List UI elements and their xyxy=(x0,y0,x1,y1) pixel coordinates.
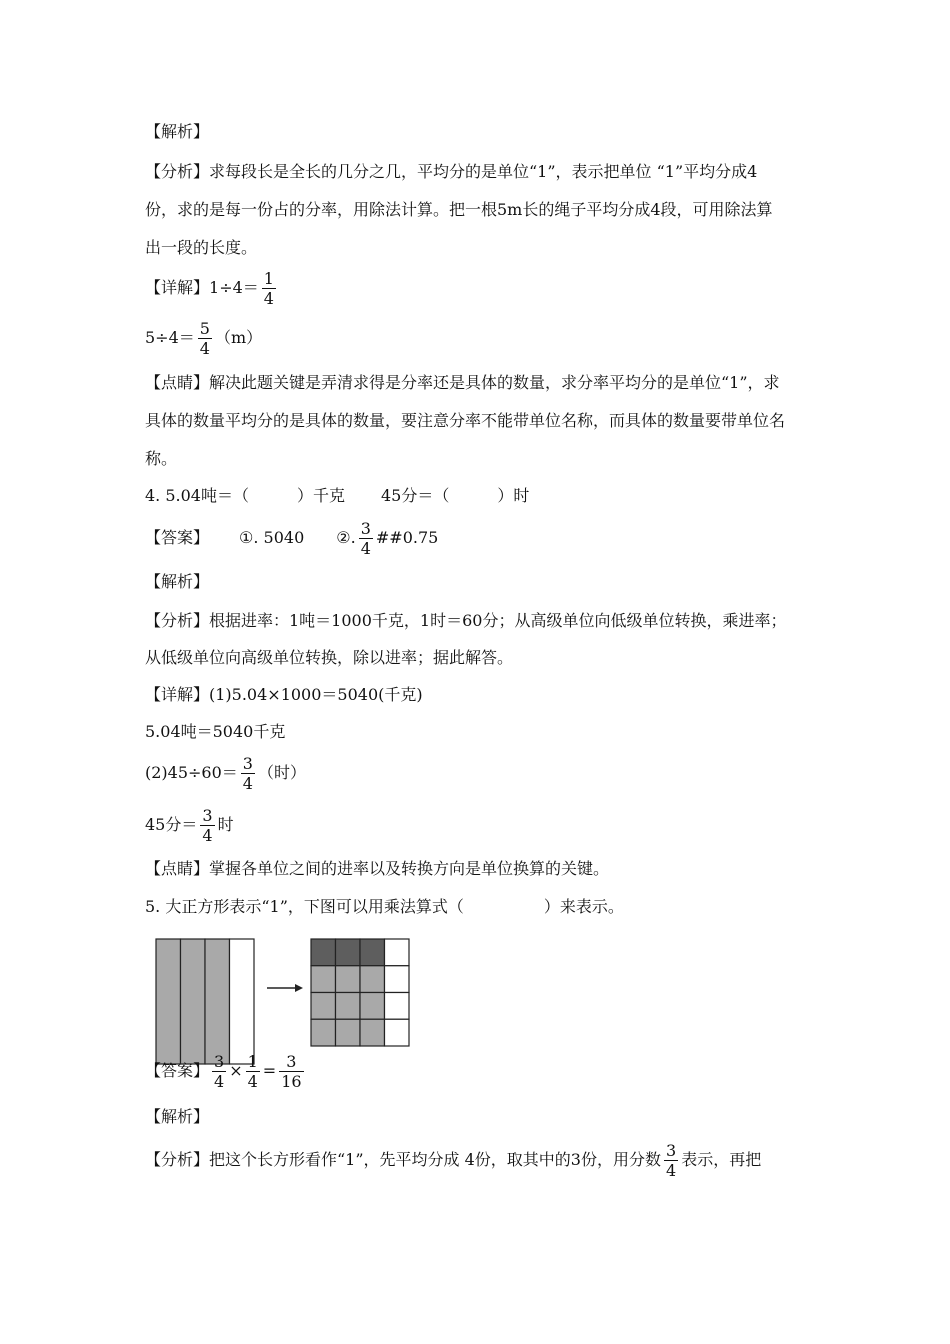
q4-answer-2-suffix: ##0.75 xyxy=(375,528,439,547)
grid-cell-r3-c4 xyxy=(385,993,410,1020)
left-column-1 xyxy=(156,939,181,1064)
right-grid-cells xyxy=(311,939,409,1046)
left-column-4 xyxy=(230,939,255,1064)
q3-jiexi: 【解析】 xyxy=(145,122,210,141)
fraction-numerator: 1 xyxy=(247,1052,258,1071)
q3-eq2-unit: （m） xyxy=(214,328,263,347)
q5-fenxi-right: 表示，再把 xyxy=(681,1150,762,1169)
q5-answer xyxy=(145,1049,307,1093)
fraction-3-4 xyxy=(664,1141,678,1180)
q3-eq2 xyxy=(145,318,262,358)
fraction-1-4 xyxy=(246,1052,260,1091)
q4-question xyxy=(145,486,529,506)
equals-sign: = xyxy=(262,1061,277,1080)
q4-answer-1: ①. 5040 xyxy=(239,528,305,547)
q3-xiangjie-label: 【详解】 xyxy=(145,278,210,297)
grid-cell-r2-c4 xyxy=(385,966,410,993)
left-column-3 xyxy=(205,939,230,1064)
q3-dianjing-line2: 具体的数量平均分的是具体的数量，要注意分率不能带单位名称，而具体的数量要带单位名 xyxy=(145,411,786,430)
fraction-3-4 xyxy=(212,1052,226,1091)
times-sign: × xyxy=(229,1061,243,1080)
q3-xiangjie-eq1 xyxy=(145,268,279,308)
q3-dianjing-line3: 称。 xyxy=(145,449,178,468)
fraction-numerator: 3 xyxy=(360,519,371,538)
q4-xiangjie-line1: 【详解】(1)5.04×1000＝5040(千克) xyxy=(145,685,423,704)
grid-cell-r3-c2 xyxy=(336,993,361,1020)
fraction-denominator: 4 xyxy=(360,539,371,558)
q4-fenxi-line1: 【分析】根据进率：1吨＝1000千克，1时＝60分；从高级单位向低级单位转换，乘进率； xyxy=(145,611,787,630)
grid-cell-r1-c3 xyxy=(360,939,385,966)
fraction-denominator: 4 xyxy=(202,826,213,845)
fraction-numerator: 3 xyxy=(286,1052,297,1071)
q4-xiangjie-line2: 5.04吨＝5040千克 xyxy=(145,722,286,741)
q5-jiexi: 【解析】 xyxy=(145,1107,210,1126)
grid-cell-r3-c3 xyxy=(360,993,385,1020)
fraction-5-4 xyxy=(198,319,212,358)
q4-xiangjie-3-left: (2)45÷60＝ xyxy=(145,763,238,782)
q4-dianjing: 【点睛】掌握各单位之间的进率以及转换方向是单位换算的关键。 xyxy=(145,859,610,878)
q4-question-a: 4. 5.04吨＝（ ）千克 xyxy=(145,486,345,505)
fraction-numerator: 3 xyxy=(214,1052,225,1071)
q4-xiangjie-line3 xyxy=(145,753,306,793)
fraction-denominator: 4 xyxy=(263,289,274,308)
fraction-denominator: 4 xyxy=(199,339,210,358)
fraction-numerator: 3 xyxy=(202,806,213,825)
q3-eq1-left: 1÷4＝ xyxy=(209,278,259,297)
fraction-3-4 xyxy=(200,806,214,845)
fraction-numerator: 3 xyxy=(666,1141,677,1160)
q3-fenxi-line1: 【分析】求每段长是全长的几分之几，平均分的是单位“1”，表示把单位 “1”平均分成4 xyxy=(145,162,758,181)
grid-cell-r3-c1 xyxy=(311,993,336,1020)
q3-fenxi-line3: 出一段的长度。 xyxy=(145,238,258,257)
grid-cell-r4-c4 xyxy=(385,1019,410,1046)
grid-cell-r2-c3 xyxy=(360,966,385,993)
q5-fenxi xyxy=(145,1138,761,1182)
q4-question-b: 45分＝（ ）时 xyxy=(380,486,530,505)
arrow-icon xyxy=(267,984,303,992)
q4-xiangjie-4-left: 45分＝ xyxy=(145,815,198,834)
fraction-numerator: 5 xyxy=(199,319,210,338)
q4-xiangjie-4-unit: 时 xyxy=(217,815,234,834)
fraction-denominator: 4 xyxy=(247,1072,258,1091)
grid-cell-r1-c1 xyxy=(311,939,336,966)
q4-answer-2-prefix: ②. xyxy=(336,528,356,547)
fraction-numerator: 1 xyxy=(263,269,274,288)
q5-answer-label: 【答案】 xyxy=(145,1061,210,1080)
left-column-2 xyxy=(181,939,206,1064)
grid-cell-r4-c2 xyxy=(336,1019,361,1046)
q3-fenxi-line2: 份，求的是每一份占的分率，用除法计算。把一根5m长的绳子平均分成4段，可用除法算 xyxy=(145,200,773,219)
q5-question: 5. 大正方形表示“1”，下图可以用乘法算式（ ）来表示。 xyxy=(145,897,624,916)
fraction-1-4 xyxy=(262,269,276,308)
q4-xiangjie-3-unit: （时） xyxy=(257,763,306,782)
fraction-3-4 xyxy=(241,754,255,793)
grid-cell-r4-c3 xyxy=(360,1019,385,1046)
q4-jiexi: 【解析】 xyxy=(145,572,210,591)
fraction-denominator: 4 xyxy=(242,774,253,793)
q4-answer xyxy=(145,518,438,558)
fraction-numerator: 3 xyxy=(242,754,253,773)
grid-cell-r2-c2 xyxy=(336,966,361,993)
grid-cell-r2-c1 xyxy=(311,966,336,993)
fraction-denominator: 16 xyxy=(281,1072,302,1091)
fraction-3-16 xyxy=(279,1052,303,1091)
q4-answer-label: 【答案】 xyxy=(145,528,210,547)
q4-xiangjie-line4 xyxy=(145,805,234,845)
fraction-denominator: 4 xyxy=(666,1161,677,1180)
fraction-denominator: 4 xyxy=(214,1072,225,1091)
grid-cell-r1-c4 xyxy=(385,939,410,966)
grid-cell-r4-c1 xyxy=(311,1019,336,1046)
q5-fenxi-left: 【分析】把这个长方形看作“1”，先平均分成 4份，取其中的3份，用分数 xyxy=(145,1150,661,1169)
grid-cell-r1-c2 xyxy=(336,939,361,966)
fraction-3-4 xyxy=(359,519,373,558)
q3-eq2-left: 5÷4＝ xyxy=(145,328,195,347)
q4-fenxi-line2: 从低级单位向高级单位转换，除以进率；据此解答。 xyxy=(145,648,514,667)
q3-dianjing-line1: 【点睛】解决此题关键是弄清求得是分率还是具体的数量，求分率平均分的是单位“1”，求 xyxy=(145,373,780,392)
left-rectangle-columns xyxy=(156,939,254,1064)
